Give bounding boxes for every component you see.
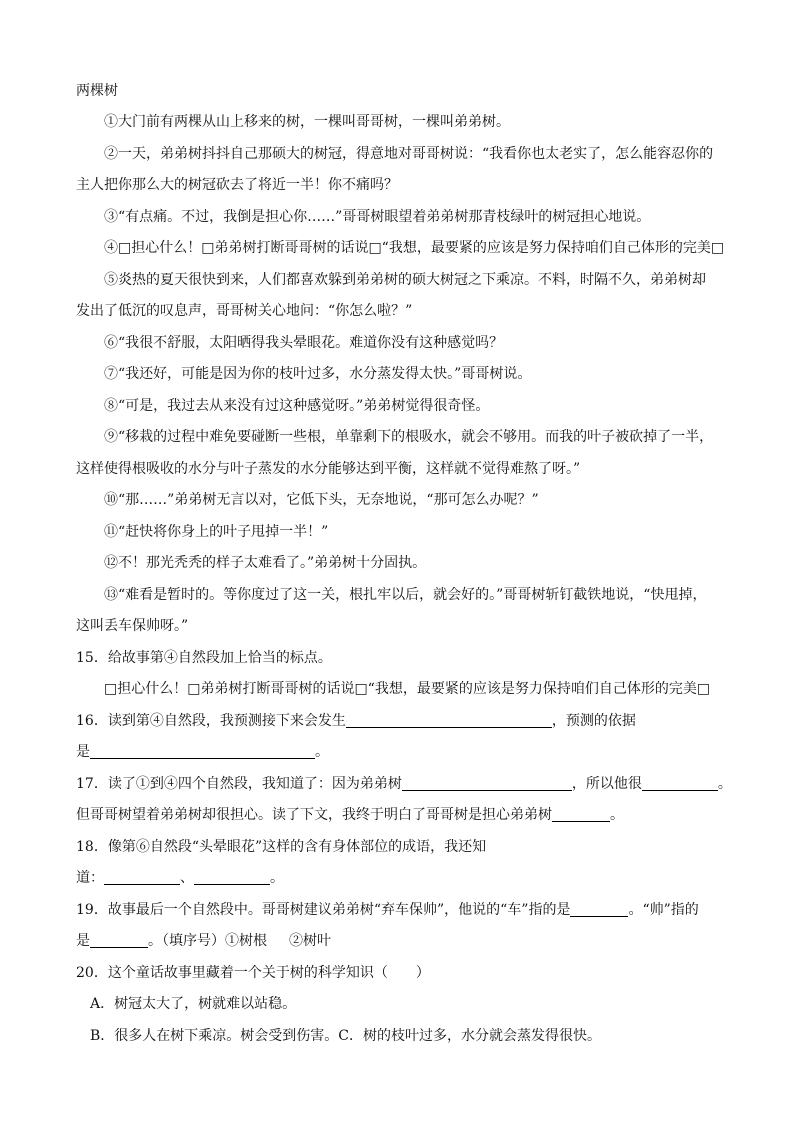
question-18-text-b: 道： bbox=[76, 870, 104, 886]
paragraph-6: ⑥“我很不舒服，太阳晒得我头晕眼花。难道你没有这种感觉吗？ bbox=[104, 334, 504, 351]
paragraph-13-cont: 这叫丢车保帅呀。” bbox=[76, 618, 189, 634]
paragraph-9-cont: 这样使得根吸收的水分与叶子蒸发的水分能够达到平衡，这样就不觉得难熬了呀。” bbox=[76, 460, 581, 477]
question-17-line-1 bbox=[76, 773, 756, 795]
question-17-text-c: 。 bbox=[717, 775, 732, 792]
paragraph-11: ⑪“赶快将你身上的叶子甩掉一半！” bbox=[104, 523, 329, 540]
story-title: 两棵树 bbox=[76, 83, 118, 99]
question-18-line-1: 18．像第⑥自然段“头晕眼花”这样的含有身体部位的成语，我还知 bbox=[76, 838, 487, 855]
question-19-text-a: 19．故事最后一个自然段中。哥哥树建议弟弟树“弃车保帅”，他说的“车”指的是 bbox=[76, 901, 571, 918]
q19-blank-2[interactable] bbox=[90, 931, 148, 948]
q20-option-b-c[interactable]: B．很多人在树下乘凉。树会受到伤害。C．树的枝叶过多，水分就会蒸发得很快。 bbox=[90, 1027, 601, 1044]
question-19-line-1 bbox=[76, 899, 756, 921]
question-19-text-e: ②树叶 bbox=[289, 933, 331, 949]
q18-blank-2[interactable] bbox=[194, 868, 270, 885]
question-18-text-d: 。 bbox=[270, 870, 284, 886]
question-19-text-c: 是 bbox=[76, 933, 90, 949]
question-16-text-c: 是 bbox=[76, 744, 90, 760]
q17-blank-3[interactable] bbox=[552, 805, 610, 822]
paragraph-5-cont: 发出了低沉的叹息声，哥哥树关心地问：“你怎么啦？” bbox=[76, 303, 413, 319]
paragraph-9: ⑨“移栽的过程中难免要碰断一些根，单靠剩下的根吸水，就会不够用。而我的叶子被砍掉了一半， bbox=[104, 429, 714, 445]
q18-blank-1[interactable] bbox=[104, 868, 180, 885]
paragraph-12: ⑫不！那光秃秃的样子太难看了。”弟弟树十分固执。 bbox=[104, 555, 427, 571]
question-17-text-b: ，所以他很 bbox=[571, 775, 642, 792]
paragraph-4: ④□担心什么！□弟弟树打断哥哥树的话说□“我想，最要紧的应该是努力保持咱们自己体形的完美□ bbox=[104, 240, 725, 256]
paragraph-8: ⑧“可是，我过去从来没有过这种感觉呀。”弟弟树觉得很奇怪。 bbox=[104, 397, 490, 414]
question-19-text-b: 。“帅”指的 bbox=[628, 901, 699, 918]
question-17-text-d: 但哥哥树望着弟弟树却很担心。读了下文，我终于明白了哥哥树是担心弟弟树 bbox=[76, 807, 552, 823]
question-16-line-2 bbox=[76, 741, 756, 763]
worksheet-page bbox=[76, 80, 756, 1056]
question-16-text-a: 16．读到第④自然段，我预测接下来会发生 bbox=[76, 712, 346, 729]
paragraph-7: ⑦“我还好，可能是因为你的枝叶过多，水分蒸发得太快。”哥哥树说。 bbox=[104, 366, 532, 382]
paragraph-13: ⑬“难看是暂时的。等你度过了这一关，根扎牢以后，就会好的。”哥哥树斩钉截铁地说，“快甩掉， bbox=[104, 586, 707, 603]
question-16-text-b: ，预测的依据 bbox=[551, 712, 636, 729]
question-18-line-2 bbox=[76, 867, 756, 889]
story-body bbox=[76, 111, 756, 637]
paragraph-3: ③“有点痛。不过，我倒是担心你……”哥哥树眼望着弟弟树那青枝绿叶的树冠担心地说。 bbox=[104, 208, 651, 225]
question-18-text-c: 、 bbox=[180, 870, 194, 886]
question-15-sentence: □担心什么！□弟弟树打断哥哥树的话说□“我想，最要紧的应该是努力保持咱们自己体形的完美□ bbox=[104, 681, 711, 697]
question-17-text-a: 17．读了①到④四个自然段，我知道了：因为弟弟树 bbox=[76, 775, 402, 792]
question-17-line-2 bbox=[76, 804, 756, 826]
paragraph-1: ①大门前有两棵从山上移来的树，一棵叫哥哥树，一棵叫弟弟树。 bbox=[104, 114, 510, 130]
q16-blank-1[interactable] bbox=[346, 711, 552, 728]
question-19-line-2 bbox=[76, 930, 756, 952]
question-20: 20．这个童话故事里藏着一个关于树的科学知识（ ） bbox=[76, 964, 430, 981]
paragraph-2: ②一天，弟弟树抖抖自己那硕大的树冠，得意地对哥哥树说：“我看你也太老实了，怎么能容忍你的 bbox=[104, 145, 714, 162]
paragraph-10: ⑩“那……”弟弟树无言以对，它低下头，无奈地说，“那可怎么办呢？” bbox=[104, 492, 539, 508]
question-16-text-d: 。 bbox=[315, 744, 329, 760]
question-16-line-1 bbox=[76, 710, 756, 732]
q19-blank-1[interactable] bbox=[570, 900, 628, 917]
q17-blank-2[interactable] bbox=[642, 774, 718, 791]
q16-blank-2[interactable] bbox=[90, 742, 315, 759]
question-17-text-e: 。 bbox=[610, 807, 624, 823]
q20-option-a[interactable]: A．树冠太大了，树就难以站稳。 bbox=[90, 996, 297, 1012]
paragraph-5: ⑤炎热的夏天很快到来，人们都喜欢躲到弟弟树的硕大树冠之下乘凉。不料，时隔不久，弟弟树却 bbox=[104, 271, 706, 288]
question-15: 15．给故事第④自然段加上恰当的标点。 bbox=[76, 649, 332, 666]
question-19-text-d: 。（填序号）①树根 bbox=[148, 933, 267, 949]
paragraph-2-cont: 主人把你那么大的树冠砍去了将近一半！你不痛吗？ bbox=[76, 177, 398, 193]
q17-blank-1[interactable] bbox=[402, 774, 572, 791]
